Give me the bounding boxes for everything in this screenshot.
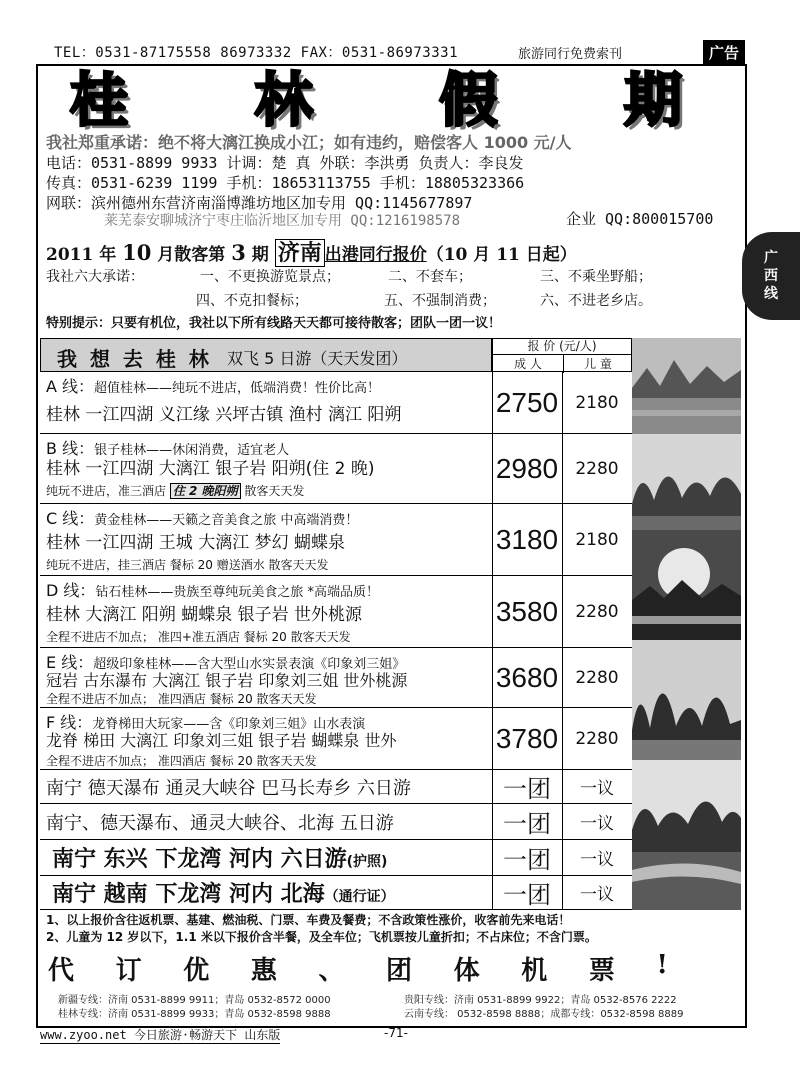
- route-itinerary: 南宁 越南 下龙湾 河内 北海: [52, 882, 325, 907]
- promise-3: 三、不乘坐野船；: [540, 269, 652, 285]
- adult-price: 一团: [492, 770, 563, 803]
- route-row-a: [40, 372, 632, 434]
- route-doc-note: (护照): [346, 854, 388, 870]
- notes-block: [46, 912, 597, 946]
- route-notes: 全程不进店不加点； 准四酒店 餐标 20 散客天天发: [46, 754, 317, 768]
- route-row-e: [40, 648, 632, 708]
- route-desc: [40, 372, 493, 433]
- side-tab-char: 广: [764, 250, 778, 266]
- page-number: -71-: [384, 1026, 408, 1040]
- route-headline: 黄金桂林——天籁之音美食之旅 中高端消费！: [94, 513, 359, 528]
- table-subtitle: 双飞 5 日游（天天发团）: [227, 349, 408, 368]
- page-title: [70, 64, 690, 134]
- table-title: 我 想 去 桂 林: [57, 347, 212, 371]
- corp-qq: 企业 QQ:800015700: [566, 210, 714, 228]
- contact-line: 新疆专线：济南 0531-8899 9911；青岛 0532-8572 0000: [58, 995, 331, 1006]
- route-row-c: [40, 504, 632, 576]
- issue-rest: 出港同行报价: [324, 245, 427, 265]
- child-price: 2280: [575, 728, 619, 749]
- route-itinerary: 南宁 德天瀑布 通灵大峡谷 巴马长寿乡 六日游: [46, 777, 411, 799]
- banner-char: 惠: [250, 956, 277, 986]
- child-price: 2280: [575, 458, 619, 479]
- price-title: 报 价 (元/人): [493, 339, 631, 355]
- route-headline: 超值桂林——纯玩不进店，低端消费！性价比高！: [94, 381, 381, 396]
- banner-char: 体: [453, 956, 480, 986]
- route-headline: 钻石桂林——贵族至尊纯玩美食之旅 *高端品质！: [95, 585, 380, 600]
- route-code: A 线：: [46, 377, 95, 396]
- child-label: 儿 童: [584, 357, 612, 371]
- adult-price: 2980: [492, 434, 563, 503]
- route-itinerary: 桂林 一江四湖 义江缘 兴坪古镇 渔村 漓江 阳朔: [46, 405, 402, 425]
- banner-char: 团: [386, 956, 413, 986]
- route-desc: [40, 840, 493, 875]
- route-notes: 全程不进店不加点； 准四酒店 餐标 20 散客天天发: [46, 692, 317, 706]
- route-notes: 纯玩不进店，挂三酒店 餐标 20 赠送酒水 散客天天发: [46, 558, 329, 572]
- route-code: F 线：: [46, 713, 93, 732]
- route-row-b: [40, 434, 632, 504]
- tel-fax-line: TEL：0531-87175558 86973332 FAX：0531-86973331: [54, 45, 459, 61]
- contact-line: 桂林专线：济南 0531-8899 9933；青岛 0532-8598 9888: [58, 1009, 331, 1020]
- route-headline: 银子桂林——休闲消费，适宜老人: [94, 443, 290, 458]
- banner-char: !: [656, 950, 668, 980]
- child-price: 2280: [575, 667, 619, 688]
- six-promises-lead: 我社六大承诺：: [46, 269, 144, 285]
- route-row-nanning-6: [40, 770, 632, 804]
- adult-price: 一团: [492, 804, 563, 839]
- issue-number: 3: [231, 240, 246, 265]
- route-notes: 全程不进店不加点； 准四+准五酒店 餐标 20 散客天天发: [46, 630, 351, 644]
- promise-line: 我社郑重承诺：绝不将大漓江换成小江；如有违约，赔偿客人 1000 元/人: [46, 133, 572, 152]
- route-row-f: [40, 708, 632, 770]
- route-desc: [40, 876, 493, 909]
- table-header: [40, 338, 492, 372]
- route-desc: [40, 434, 493, 503]
- ticket-agency-banner: [48, 950, 668, 987]
- banner-char: 代: [48, 956, 75, 986]
- route-desc: [40, 504, 493, 575]
- banner-char: 优: [183, 956, 210, 986]
- guangxi-side-tab: [742, 232, 800, 320]
- contact-col-right: [404, 994, 683, 1022]
- route-notes-tail: 散客天天发: [240, 484, 305, 498]
- landscape-photo-karst: [632, 434, 741, 530]
- route-code: C 线：: [46, 509, 95, 528]
- route-headline: 超级印象桂林——含大型山水实景表演《印象刘三姐》: [93, 657, 406, 672]
- route-notes: 纯玩不进店，准三酒店: [46, 484, 170, 498]
- special-tip: 特别提示：只要有机位，我社以下所有线路天天都可接待散客；团队一团一议！: [46, 316, 502, 331]
- free-magazine-text: 旅游同行免费索刊: [518, 47, 623, 62]
- route-itinerary: 桂林 一江四湖 大漓江 银子岩 阳朔(住 2 晚): [46, 459, 375, 479]
- route-row-vietnam-1: [40, 840, 632, 876]
- promise-6: 六、不进老乡店。: [540, 293, 652, 309]
- issue-month: 10: [122, 240, 152, 265]
- branch-contacts: [58, 994, 684, 1022]
- contact-line: 贵阳专线：济南 0531-8899 9922；青岛 0532-8576 2222: [404, 995, 677, 1006]
- route-row-d: [40, 576, 632, 648]
- route-desc: [40, 770, 493, 803]
- title-char: 假: [439, 66, 506, 134]
- route-code: E 线：: [46, 653, 94, 672]
- landscape-photo-sunset: [632, 530, 741, 640]
- child-price: 2180: [575, 529, 619, 550]
- promise-1: 一、不更换游览景点；: [200, 269, 340, 285]
- issue-line: [46, 236, 577, 267]
- adult-price: 3680: [492, 648, 563, 707]
- route-code: D 线：: [46, 581, 96, 600]
- note-line: 1、以上报价含往返机票、基建、燃油税、门票、车费及餐费；不含政策性涨价，收客前先来电话！: [46, 913, 571, 927]
- route-desc: [40, 648, 493, 707]
- adult-price: 一团: [492, 840, 563, 875]
- fax-line: 传真：0531-6239 1199 手机：18653113755 手机：18805323366: [46, 174, 525, 192]
- banner-char: 机: [521, 956, 548, 986]
- route-row-vietnam-2: [40, 876, 632, 910]
- promise-4: 四、不克扣餐标；: [196, 293, 308, 309]
- side-tab-char: 西: [764, 268, 778, 284]
- contact-line: 云南专线： 0532-8598 8888；成都专线：0532-8598 8889: [404, 1009, 684, 1020]
- child-price: 一议: [580, 814, 614, 834]
- page-footer: [40, 1024, 540, 1042]
- route-highlight: 住 2 晚阳朔: [170, 483, 241, 499]
- adult-price: 一团: [492, 876, 563, 909]
- route-itinerary: 桂林 一江四湖 王城 大漓江 梦幻 蝴蝶泉: [46, 533, 346, 553]
- price-header: [492, 338, 632, 372]
- photo-column: [632, 338, 741, 910]
- side-tab-char: 线: [764, 286, 778, 302]
- banner-char: 订: [115, 956, 142, 986]
- route-code: B 线：: [46, 439, 95, 458]
- route-doc-note: （通行证）: [324, 889, 395, 905]
- adult-price: 3580: [492, 576, 563, 647]
- adult-price: 3180: [492, 504, 563, 575]
- phone-line: 电话：0531-8899 9933 计调：楚 真 外联：李洪勇 负责人：李良发: [46, 154, 524, 172]
- route-headline: 龙脊梯田大玩家——含《印象刘三姐》山水表演: [92, 717, 366, 732]
- child-price: 一议: [580, 885, 614, 905]
- route-desc: [40, 576, 493, 647]
- child-price: 2180: [575, 392, 619, 413]
- banner-char: 票: [588, 956, 615, 986]
- title-char: 桂: [70, 66, 137, 134]
- route-row-nanning-5: [40, 804, 632, 840]
- qq-line-1: 网联：滨州德州东营济南淄博潍坊地区加专用 QQ:1145677897: [46, 194, 473, 212]
- child-price: 一议: [580, 850, 614, 870]
- note-line: 2、儿童为 12 岁以下，1.1 米以下报价含半餐，及全车位；飞机票按儿童折扣；不占床位；不含门票。: [46, 930, 597, 944]
- issue-mid: 月散客第: [151, 245, 232, 265]
- child-price: 2280: [575, 601, 619, 622]
- promise-5: 五、不强制消费；: [384, 293, 496, 309]
- landscape-photo-lake: [632, 760, 741, 910]
- qq-line-2: 莱芜泰安聊城济宁枣庄临沂地区加专用 QQ:1216198578: [104, 213, 461, 229]
- price-table: [40, 338, 632, 910]
- child-price: 一议: [580, 779, 614, 799]
- issue-city: 济南: [275, 239, 325, 267]
- adult-label: 成 人: [493, 355, 564, 373]
- ad-badge: 广告: [703, 40, 745, 65]
- route-itinerary: 桂林 大漓江 阳朔 蝴蝶泉 银子岩 世外桃源: [46, 605, 363, 625]
- route-desc: [40, 804, 493, 839]
- landscape-photo-river: [632, 338, 741, 434]
- route-itinerary: 南宁、德天瀑布、通灵大峡谷、北海 五日游: [46, 812, 394, 834]
- route-itinerary: 南宁 东兴 下龙湾 河内 六日游: [52, 847, 347, 872]
- title-char: 期: [623, 66, 690, 134]
- route-itinerary: 冠岩 古东瀑布 大漓江 银子岩 印象刘三姐 世外桃源: [46, 671, 408, 690]
- title-char: 林: [254, 66, 321, 134]
- landscape-photo-peaks: [632, 640, 741, 760]
- route-desc: [40, 708, 493, 769]
- banner-char: 、: [318, 956, 345, 986]
- adult-price: 3780: [492, 708, 563, 769]
- issue-post: 期: [245, 245, 275, 265]
- route-itinerary: 龙脊 梯田 大漓江 印象刘三姐 银子岩 蝴蝶泉 世外: [46, 731, 397, 750]
- adult-price: 2750: [492, 372, 563, 433]
- promise-2: 二、不套车；: [388, 269, 472, 285]
- issue-year: 2011 年: [46, 245, 123, 265]
- footer-website: www.zyoo.net 今日旅游·畅游天下 山东版: [40, 1028, 281, 1042]
- issue-date: （10 月 11 日起）: [426, 245, 577, 265]
